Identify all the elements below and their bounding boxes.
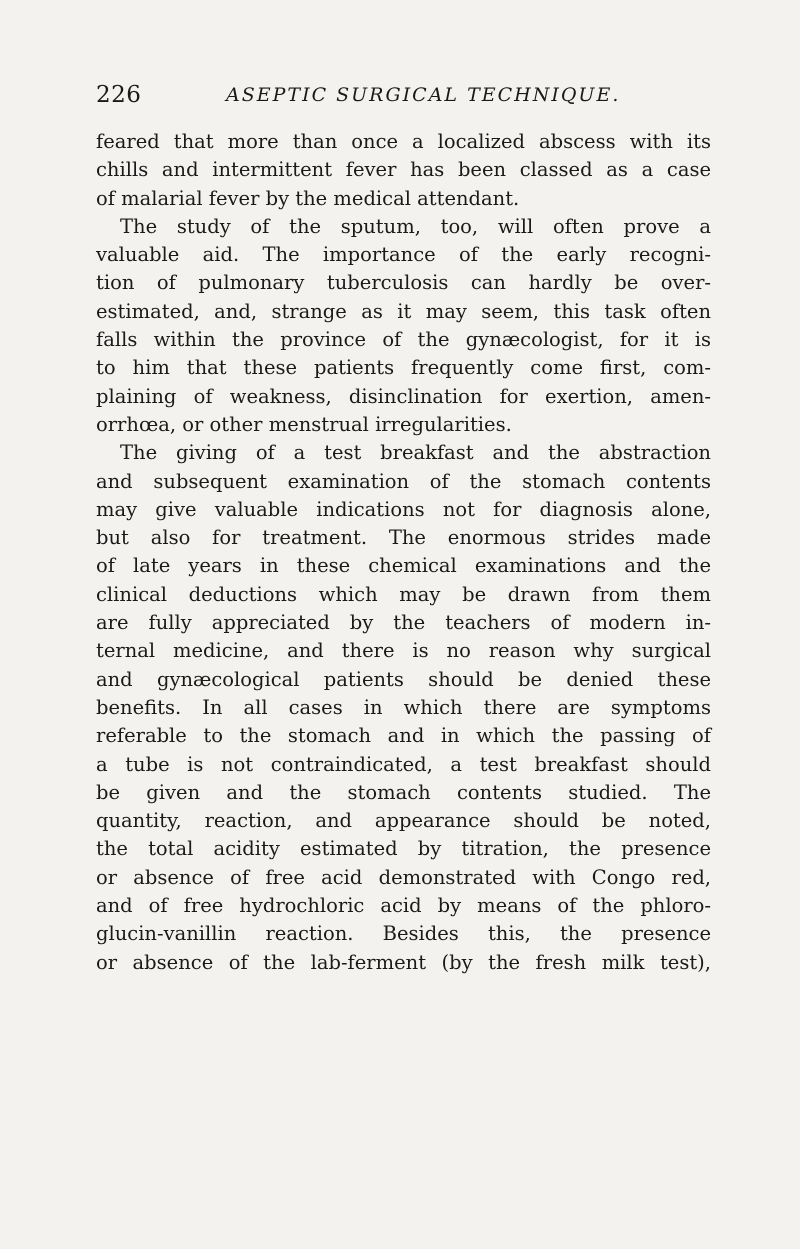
body-text [96,128,711,977]
text-line: or absence of the lab-ferment (by the fresh milk test), [96,950,711,974]
page-header [96,82,716,112]
text-line: The study of the sputum, too, will often prove a [120,214,711,238]
text-line: feared that more than once a localized abscess with its [96,130,711,153]
text-line: valuable aid. The importance of the early recogni- [96,243,711,267]
text-line: and of free hydrochloric acid by means of the phloro- [96,894,711,918]
text-line: glucin-vanillin reaction. Besides this, the presence [96,922,711,946]
text-line: may give valuable indications not for diagnosis alone, [96,497,711,521]
page-number: 226 [96,82,142,108]
text-line: estimated, and, strange as it may seem, this task often [96,299,711,323]
text-line: a tube is not contraindicated, a test breakfast should [96,752,711,776]
text-line: plaining of weakness, disinclination for exertion, amen- [96,384,711,408]
text-line: tion of pulmonary tuberculosis can hardly be over- [96,271,711,295]
text-line: of malarial fever by the medical attendant. [96,186,520,210]
text-line: to him that these patients frequently come first, com- [96,356,711,380]
text-line: falls within the province of the gynæcologist, for it is [96,328,711,352]
text-line: chills and intermittent fever has been classed as a case [96,158,711,182]
running-head: ASEPTIC SURGICAL TECHNIQUE. [226,84,621,106]
text-line: The giving of a test breakfast and the abstraction [120,441,711,465]
text-line: ternal medicine, and there is no reason why surgical [96,639,711,663]
text-line: or absence of free acid demonstrated with Congo red, [96,865,711,889]
text-line: quantity, reaction, and appearance should be noted, [96,809,711,833]
text-line: clinical deductions which may be drawn from them [96,582,711,606]
text-line: and gynæcological patients should be denied these [96,667,711,691]
text-line: be given and the stomach contents studied. The [96,780,711,804]
text-line: referable to the stomach and in which the passing of [96,724,711,748]
text-line: of late years in these chemical examinations and the [96,554,711,578]
text-line: the total acidity estimated by titration, the presence [96,837,711,861]
text-line: but also for treatment. The enormous strides made [96,526,711,550]
text-line: and subsequent examination of the stomach contents [96,469,711,493]
text-line: are fully appreciated by the teachers of modern in- [96,611,711,635]
text-line: benefits. In all cases in which there are symptoms [96,695,711,719]
text-line: orrhœa, or other menstrual irregularities. [96,412,512,436]
